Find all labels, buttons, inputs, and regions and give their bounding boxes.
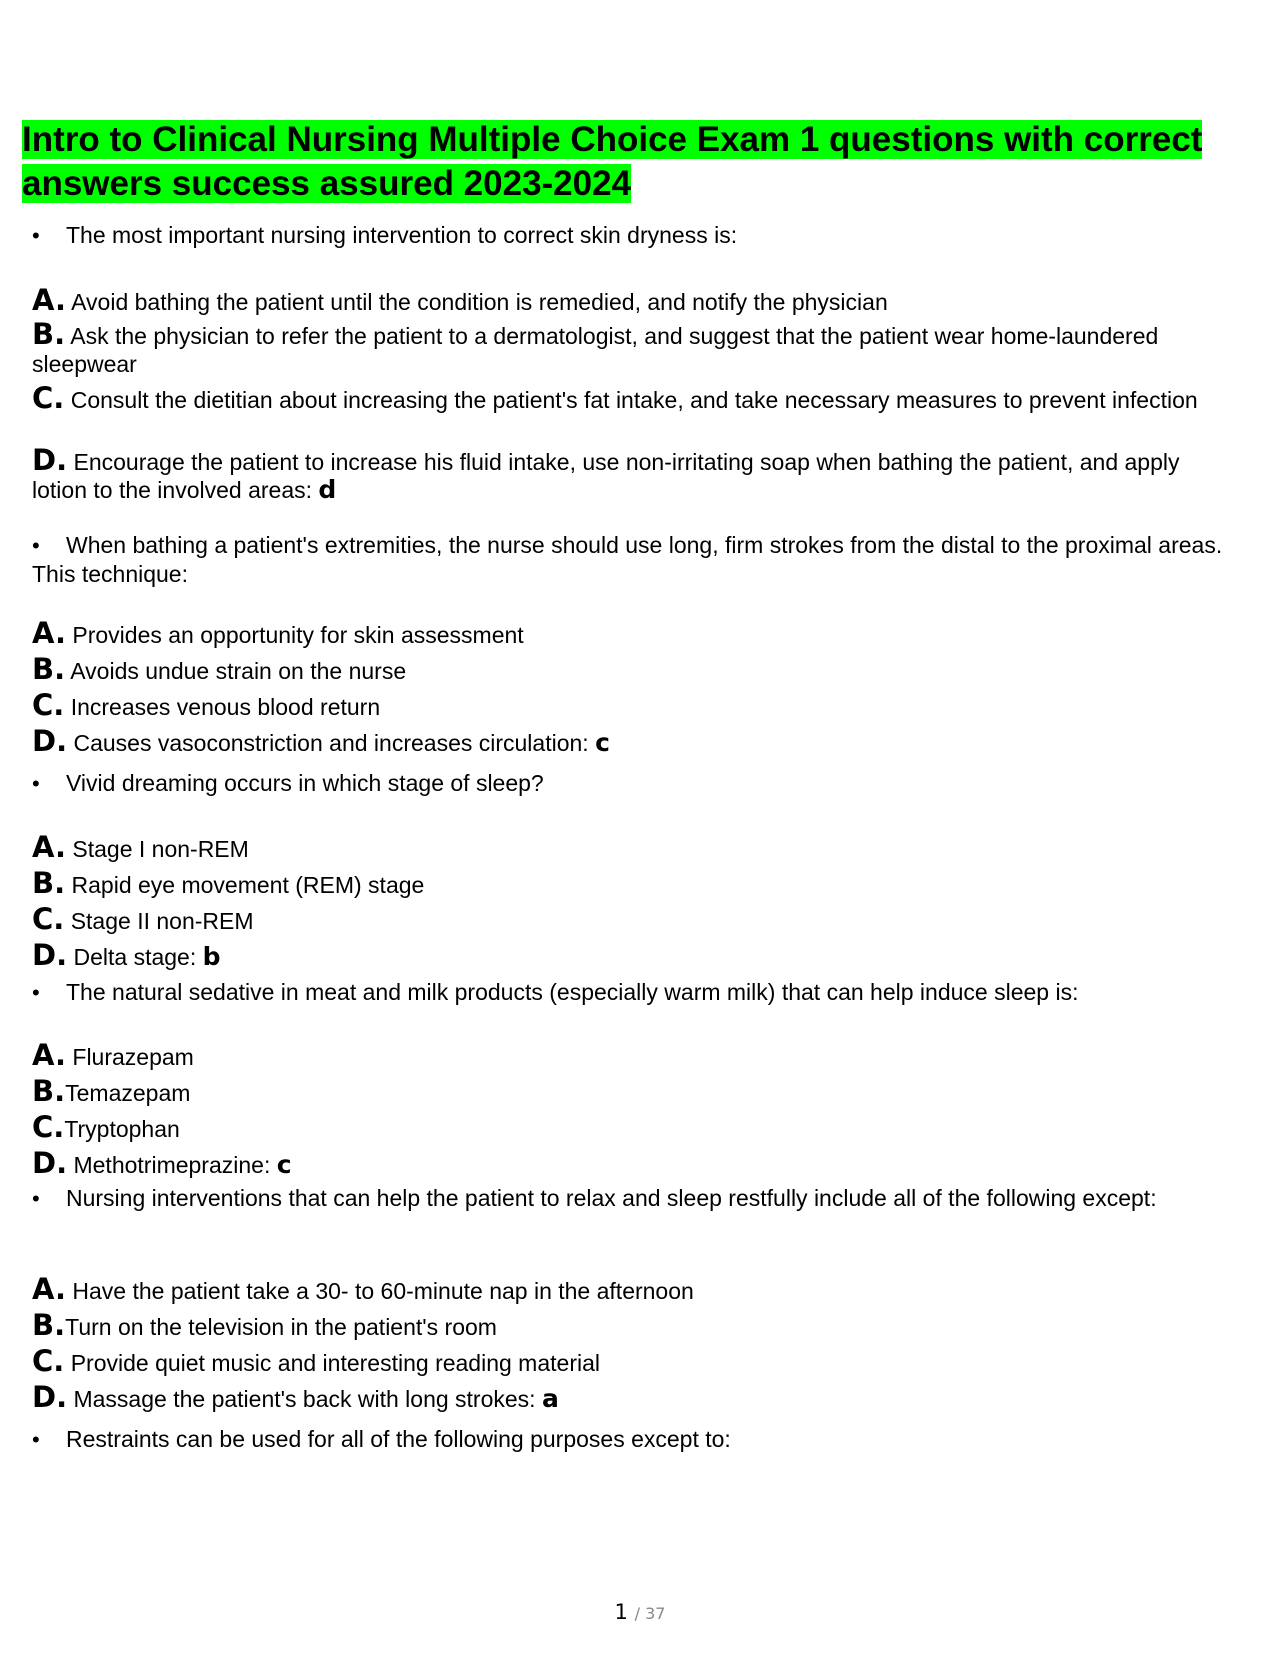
option-letter: B. [32,652,66,686]
q1-option-c [32,381,1232,415]
q3-option-a [32,831,1232,865]
correct-answer: c [276,1150,292,1179]
option-text: Flurazepam [72,1044,194,1070]
q1-option-a [32,284,1232,318]
correct-answer: c [595,728,610,757]
option-text: Tryptophan [64,1116,180,1142]
option-text: Provides an opportunity for skin assessment [72,622,524,648]
option-letter: A. [32,1038,66,1072]
question-text: The most important nursing intervention to correct skin dryness is: [66,222,738,248]
question-6 [32,1425,1232,1454]
option-letter: B. [32,1308,66,1342]
option-text: Encourage the patient to increase his fluid intake, use non-irritating soap when bathing the patient, and apply lotion to the involved areas: [32,449,1180,503]
question-4 [32,978,1232,1007]
option-text: Methotrimeprazine: [73,1152,271,1178]
q4-option-a [32,1039,1232,1073]
option-letter: A. [32,1272,66,1306]
question-3 [32,769,1232,798]
page-number: 1 [614,1600,628,1624]
q3-option-d [32,939,1232,973]
option-letter: A. [32,616,66,650]
page-total: / 37 [634,1604,666,1623]
option-letter: B. [32,866,66,900]
correct-answer: d [318,475,337,504]
option-letter: D. [32,938,68,972]
q5-option-a [32,1273,1232,1307]
option-letter: C. [32,1344,65,1378]
q2-option-c [32,689,1232,723]
q1-option-b [32,317,1232,378]
question-text: Vivid dreaming occurs in which stage of sleep? [66,770,544,796]
option-letter: B. [32,317,66,351]
q5-option-d [32,1381,1232,1415]
option-text: Delta stage: [73,944,197,970]
correct-answer: b [202,942,221,971]
q2-option-a [32,617,1232,651]
q4-option-d [32,1147,1232,1181]
option-letter: B. [32,1074,66,1108]
bullet-icon: • [32,533,40,558]
page-counter [0,1600,1280,1624]
question-text: When bathing a patient's extremities, the nurse should use long, firm strokes from the distal to the proximal areas. This technique: [32,532,1223,587]
option-text: Turn on the television in the patient's room [65,1314,497,1340]
q4-option-b [32,1075,1232,1109]
document-title [22,118,1222,206]
option-letter: D. [32,724,68,758]
option-text: Have the patient take a 30- to 60-minute nap in the afternoon [72,1278,694,1304]
question-text: Restraints can be used for all of the following purposes except to: [66,1426,731,1452]
option-text: Avoids undue strain on the nurse [70,658,407,684]
option-letter: D. [32,1380,68,1414]
option-letter: C. [32,1110,65,1144]
option-letter: C. [32,381,65,415]
q2-option-d [32,725,1232,759]
option-letter: C. [32,902,65,936]
option-text: Ask the physician to refer the patient to a dermatologist, and suggest that the patient wear home-laundered sleepwear [32,323,1159,377]
option-text: Provide quiet music and interesting reading material [70,1350,600,1376]
bullet-icon: • [32,1186,40,1211]
bullet-icon: • [32,223,40,248]
question-text: Nursing interventions that can help the patient to relax and sleep restfully include all of the following except: [66,1185,1157,1211]
option-text: Avoid bathing the patient until the condition is remedied, and notify the physician [71,289,888,315]
option-text: Rapid eye movement (REM) stage [71,872,425,898]
question-2 [32,531,1232,588]
option-text: Increases venous blood return [70,694,381,720]
bullet-icon: • [32,771,40,796]
question-1 [32,221,1232,250]
correct-answer: a [541,1384,559,1413]
q2-option-b [32,653,1232,687]
q4-option-c [32,1111,1232,1145]
question-text: The natural sedative in meat and milk products (especially warm milk) that can help induce sleep is: [66,979,1079,1005]
bullet-icon: • [32,1427,40,1452]
option-letter: D. [32,443,68,477]
option-letter: C. [32,688,65,722]
q1-option-d [32,443,1232,504]
option-letter: D. [32,1146,68,1180]
q3-option-c [32,903,1232,937]
question-5 [32,1184,1232,1213]
option-text: Causes vasoconstriction and increases circulation: [73,730,589,756]
option-text: Consult the dietitian about increasing the patient's fat intake, and take necessary measures to prevent infection [70,387,1198,413]
bullet-icon: • [32,980,40,1005]
q5-option-c [32,1345,1232,1379]
q5-option-b [32,1309,1232,1343]
option-text: Stage II non-REM [70,908,254,934]
option-text: Stage I non-REM [72,836,249,862]
option-text: Massage the patient's back with long strokes: [73,1386,536,1412]
option-text: Temazepam [65,1080,191,1106]
title-highlight: Intro to Clinical Nursing Multiple Choice Exam 1 questions with correct answers success assured 2023-2024 [22,120,1203,203]
q3-option-b [32,867,1232,901]
option-letter: A. [32,830,66,864]
option-letter: A. [32,283,66,317]
